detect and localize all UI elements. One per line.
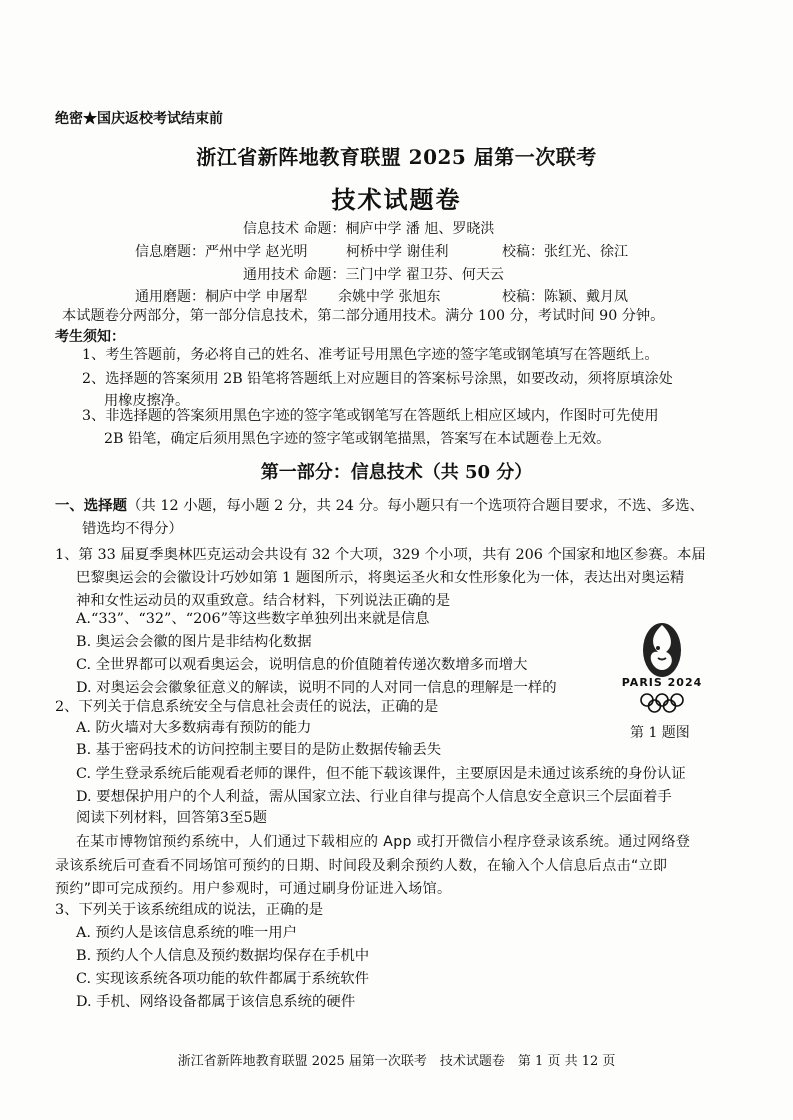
q1-option-d: D. 对奥运会会徽象征意义的解读，说明不同的人对同一信息的理解是一样的 [76, 680, 557, 696]
q3-option-b: B. 预约人个人信息及预约数据均保存在手机中 [76, 948, 370, 964]
credit-general-review-2: 余姚中学 张旭东 [338, 289, 441, 305]
material-line-2: 录该系统后可查看不同场馆可预约的日期、时间段及剩余预约人数，在输入个人信息后点击“立即 [55, 858, 668, 874]
part-heading: 一、选择题 [55, 497, 127, 514]
q1-option-c: C. 全世界都可以观看奥运会，说明信息的价值随着传递次数增多而增大 [76, 657, 528, 673]
notice-3-cont: 2B 铅笔，确定后须用黑色字迹的签字笔或钢笔描黑，答案写在本试题卷上无效。 [104, 431, 611, 447]
reading-prompt: 阅读下列材料，回答第3至5题 [76, 810, 267, 826]
page-footer: 浙江省新阵地教育联盟 2025 届第一次联考 技术试题卷 第 1 页 共 12 页 [177, 1054, 616, 1069]
q2-option-b: B. 基于密码技术的访问控制主要目的是防止数据传输丢失 [76, 742, 442, 758]
q3-option-c: C. 实现该系统各项功能的软件都属于系统软件 [76, 971, 370, 987]
notice-2-cont: 用橡皮擦净。 [104, 393, 190, 409]
part-rule: （共 12 小题，每小题 2 分，共 24 分。每小题只有一个选项符合题目要求，不选、多选、 [126, 498, 704, 514]
paris-2024-logo-icon [614, 620, 710, 716]
q3-option-d: D. 手机、网络设备都属于该信息系统的硬件 [76, 994, 356, 1010]
credit-info-authors: 信息技术 命题：桐庐中学 潘 旭、罗晓洪 [243, 221, 495, 237]
credit-info-review-1: 信息磨题：严州中学 赵光明 [135, 244, 308, 260]
notice-3: 3、非选择题的答案须用黑色字迹的签字笔或钢笔写在答题纸上相应区域内，作图时可先使用 [82, 408, 659, 424]
q1-option-a: A.“33”、“32”、“206”等这些数字单独列出来就是信息 [76, 611, 430, 627]
credit-general-review-1: 通用磨题：桐庐中学 申屠犁 [135, 289, 308, 305]
credit-info-review-2: 柯桥中学 谢佳利 [346, 244, 449, 260]
q1-stem-line-2: 巴黎奥运会的会徽设计巧妙如第 1 题图所示，将奥运圣火和女性形象化为一体，表达出对奥运精 [76, 570, 685, 586]
credit-info-proof: 校稿：张红光、徐江 [502, 244, 628, 260]
logo-text: PARIS 2024 [621, 676, 703, 689]
confidential-note: 绝密★国庆返校考试结束前 [55, 111, 223, 127]
q2-stem: 2、下列关于信息系统安全与信息社会责任的说法，正确的是 [55, 699, 439, 715]
q3-stem: 3、下列关于该系统组成的说法，正确的是 [55, 902, 324, 918]
q3-option-a: A. 预约人是该信息系统的唯一用户 [76, 925, 298, 941]
exam-title: 浙江省新阵地教育联盟 2025 届第一次联考 [196, 145, 597, 169]
q2-option-a: A. 防火墙对大多数病毒有预防的能力 [76, 720, 312, 736]
q2-option-c: C. 学生登录系统后能观看老师的课件，但不能下载该课件，主要原因是未通过该系统的身份认证 [76, 766, 686, 782]
notice-2: 2、选择题的答案须用 2B 铅笔将答题纸上对应题目的答案标号涂黑，如要改动，须将原填涂处 [82, 371, 673, 387]
material-line-1: 在某市博物馆预约系统中，人们通过下载相应的 App 或打开微信小程序登录该系统。通过网络登 [76, 834, 691, 850]
figure-1 [614, 620, 710, 716]
q2-option-d: D. 要想保护用户的个人利益，需从国家立法、行业自律与提高个人信息安全意识三个层面着手 [76, 789, 672, 805]
credit-general-authors: 通用技术 命题：三门中学 翟卫芬、何天云 [243, 267, 504, 283]
section-title: 第一部分：信息技术（共 50 分） [260, 462, 533, 483]
q1-stem-line-1: 1、第 33 届夏季奥林匹克运动会共设有 32 个大项，329 个小项，共有 206 个国家和地区参赛。本届 [55, 547, 706, 563]
paper-title: 技术试题卷 [331, 185, 462, 214]
figure-1-caption: 第 1 题图 [630, 725, 690, 741]
material-line-3: 预约”即可完成预约。用户参观时，可通过刷身份证进入场馆。 [55, 881, 452, 897]
notice-1: 1、考生答题前，务必将自己的姓名、准考证号用黑色字迹的签字笔或钢笔填写在答题纸上。 [82, 347, 659, 363]
credit-general-proof: 校稿：陈颖、戴月凤 [502, 289, 628, 305]
q1-stem-line-3: 神和女性运动员的双重致意。结合材料，下列说法正确的是 [76, 593, 451, 609]
part-header [55, 494, 704, 515]
q1-option-b: B. 奥运会会徽的图片是非结构化数据 [76, 634, 312, 650]
intro-text: 本试题卷分两部分，第一部分信息技术，第二部分通用技术。满分 100 分，考试时间 90 分钟。 [62, 308, 665, 324]
notice-heading: 考生须知： [55, 329, 125, 345]
part-rule-cont: 错选均不得分） [82, 521, 183, 537]
